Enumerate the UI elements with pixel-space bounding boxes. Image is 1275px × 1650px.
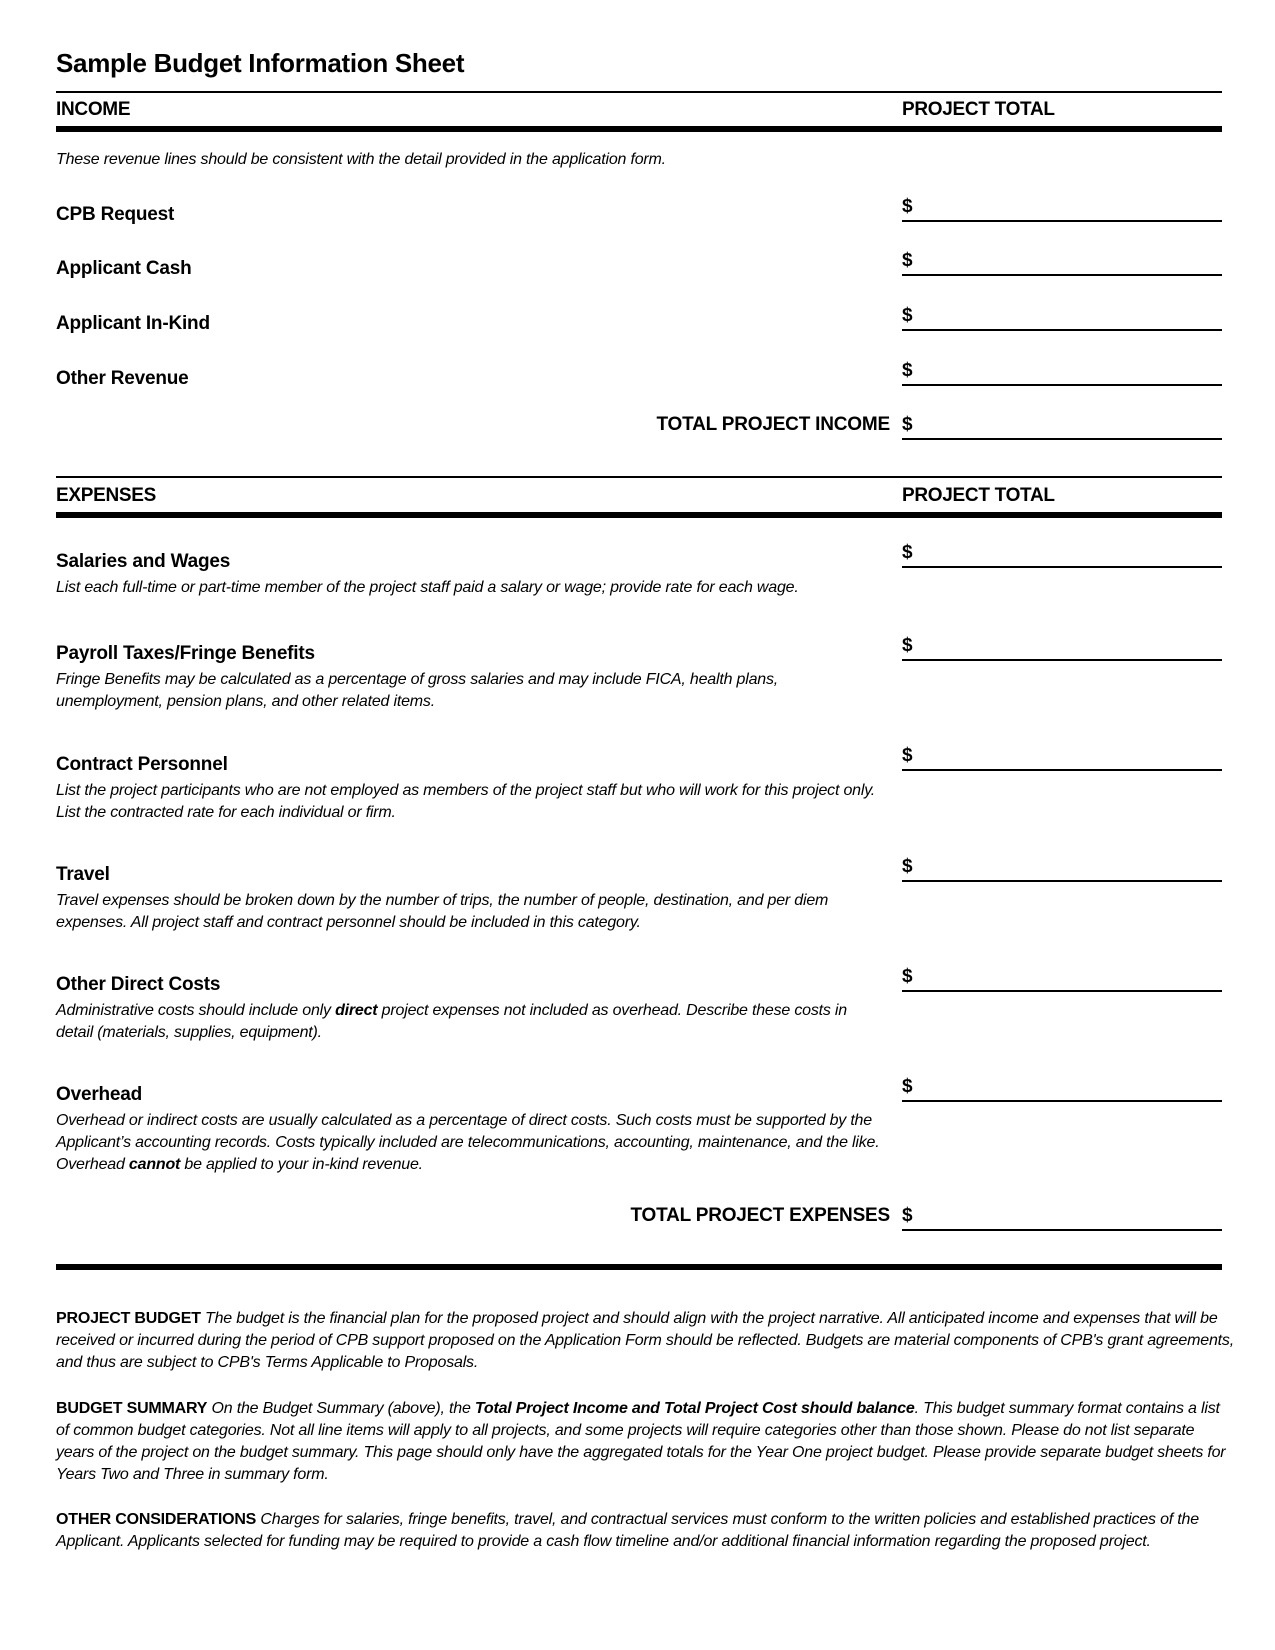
- expenses-column-heading: PROJECT TOTAL: [902, 485, 1055, 506]
- income-amount-cpb-request[interactable]: [902, 196, 1222, 222]
- dollar-sign: $: [902, 360, 913, 381]
- income-amount-other-revenue[interactable]: [902, 360, 1222, 386]
- dollar-sign: $: [902, 1076, 913, 1097]
- page-title: Sample Budget Information Sheet: [56, 48, 465, 78]
- income-line-other-revenue: Other Revenue: [56, 368, 189, 389]
- expense-desc-overhead: Overhead or indirect costs are usually calculated as a percentage of direct costs. Such costs must be supported by the Applicant’s accounting records. Costs typically included are telecommunications, accounting, maintenance, and the like. Overhead cannot be applied to your in-kind revenue.: [56, 1112, 880, 1173]
- amount-blank-line: [902, 220, 1222, 222]
- dollar-sign: $: [902, 745, 913, 766]
- expense-desc-payroll-taxes: Fringe Benefits may be calculated as a percentage of gross salaries and may include FICA, health plans, unemployment, pension plans, and other related items.: [56, 671, 779, 710]
- dollar-sign: $: [902, 856, 913, 877]
- income-line-applicant-in-kind: Applicant In-Kind: [56, 313, 210, 334]
- amount-blank-line: [902, 769, 1222, 771]
- amount-blank-line: [902, 1100, 1222, 1102]
- expense-amount-other-direct-costs[interactable]: [902, 966, 1222, 992]
- note-other-considerations: OTHER CONSIDERATIONS Charges for salaries, fringe benefits, travel, and contractual services must conform to the written policies and established practices of the Applicant. Applicants selected for funding may be required to provide a cash flow timeline and/or additional financial information regarding the proposed project.: [56, 1511, 1199, 1550]
- dollar-sign: $: [902, 414, 913, 435]
- income-amount-applicant-in-kind[interactable]: [902, 305, 1222, 331]
- expense-amount-overhead[interactable]: [902, 1076, 1222, 1102]
- income-header-rule: [56, 126, 1222, 132]
- note-heading: OTHER CONSIDERATIONS: [56, 1511, 257, 1528]
- amount-blank-line: [902, 274, 1222, 276]
- amount-blank-line: [902, 566, 1222, 568]
- dollar-sign: $: [902, 635, 913, 656]
- note-heading: BUDGET SUMMARY: [56, 1400, 208, 1417]
- total-project-expenses-amount[interactable]: [902, 1205, 1222, 1231]
- income-line-cpb-request: CPB Request: [56, 204, 175, 225]
- dollar-sign: $: [902, 1205, 913, 1226]
- expense-desc-contract-personnel: List the project participants who are not employed as members of the project staff but who will work for this project only. List the contracted rate for each individual or firm.: [56, 782, 876, 821]
- expense-amount-travel[interactable]: [902, 856, 1222, 882]
- expenses-top-rule: [56, 476, 1222, 478]
- amount-blank-line: [902, 384, 1222, 386]
- income-line-applicant-cash: Applicant Cash: [56, 258, 192, 279]
- income-column-heading: PROJECT TOTAL: [902, 99, 1055, 120]
- note-budget-summary: BUDGET SUMMARY On the Budget Summary (above), the Total Project Income and Total Project Cost should balance. This budget summary format contains a list of common budget categories. Not all line items will apply to all projects, and some projects will require categories other than those shown. Please do not list separate years of the project on the budget summary. This page should only have the aggregated totals for the Year One project budget. Please provide separate budget sheets for Years Two and Three in summary form.: [56, 1400, 1226, 1483]
- note-project-budget: PROJECT BUDGET The budget is the financial plan for the proposed project and should align with the project narrative. All anticipated income and expenses that will be received or incurred during the period of CPB support proposed on the Application Form should be reflected. Budgets are material components of CPB's grant agreements, and thus are subject to CPB's Terms Applicable to Proposals.: [56, 1310, 1234, 1371]
- expense-amount-salaries[interactable]: [902, 542, 1222, 568]
- expense-desc-other-direct-costs: Administrative costs should include only direct project expenses not included as overhead. Describe these costs in detail (materials, supplies, equipment).: [56, 1002, 847, 1041]
- dollar-sign: $: [902, 305, 913, 326]
- dollar-sign: $: [902, 966, 913, 987]
- expenses-header-rule: [56, 512, 1222, 518]
- note-heading: PROJECT BUDGET: [56, 1310, 201, 1327]
- income-heading: INCOME: [56, 99, 131, 120]
- expense-desc-salaries: List each full-time or part-time member of the project staff paid a salary or wage; provide rate for each wage.: [56, 579, 799, 596]
- amount-blank-line: [902, 329, 1222, 331]
- dollar-sign: $: [902, 250, 913, 271]
- dollar-sign: $: [902, 542, 913, 563]
- expense-line-overhead: Overhead: [56, 1084, 143, 1105]
- expense-amount-contract-personnel[interactable]: [902, 745, 1222, 771]
- amount-blank-line: [902, 990, 1222, 992]
- expense-line-contract-personnel: Contract Personnel: [56, 754, 228, 775]
- expense-line-salaries: Salaries and Wages: [56, 551, 231, 572]
- income-top-rule: [56, 91, 1222, 93]
- notes-divider-rule: [56, 1264, 1222, 1270]
- expense-line-travel: Travel: [56, 864, 110, 885]
- dollar-sign: $: [902, 196, 913, 217]
- total-project-income-label: TOTAL PROJECT INCOME: [656, 414, 890, 435]
- expense-amount-payroll-taxes[interactable]: [902, 635, 1222, 661]
- amount-blank-line: [902, 659, 1222, 661]
- amount-blank-line: [902, 880, 1222, 882]
- expense-line-payroll-taxes: Payroll Taxes/Fringe Benefits: [56, 643, 315, 664]
- expense-line-other-direct-costs: Other Direct Costs: [56, 974, 221, 995]
- amount-blank-line: [902, 438, 1222, 440]
- expense-desc-travel: Travel expenses should be broken down by the number of trips, the number of people, destination, and per diem expenses. All project staff and contract personnel should be included in this category.: [56, 892, 829, 931]
- expenses-heading: EXPENSES: [56, 485, 157, 506]
- total-project-income-amount[interactable]: [902, 414, 1222, 440]
- total-project-expenses-label: TOTAL PROJECT EXPENSES: [630, 1205, 890, 1226]
- income-intro: These revenue lines should be consistent with the detail provided in the application form.: [56, 151, 666, 168]
- income-amount-applicant-cash[interactable]: [902, 250, 1222, 276]
- amount-blank-line: [902, 1229, 1222, 1231]
